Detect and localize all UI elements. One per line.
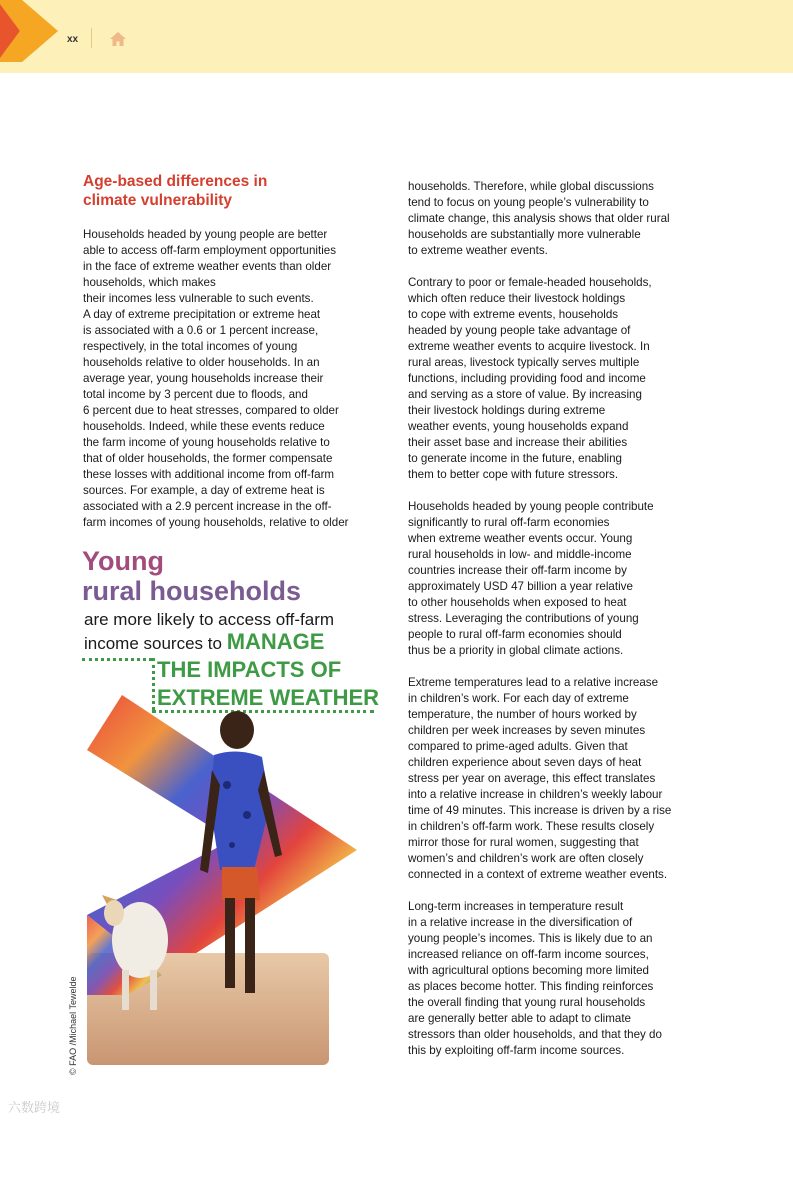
home-icon[interactable] bbox=[110, 32, 126, 46]
text-line: these losses with additional income from off-farm bbox=[83, 468, 335, 481]
text-line: in a relative increase in the diversification of bbox=[408, 916, 633, 929]
callout-line-prefix: income sources to bbox=[84, 634, 222, 653]
text-line: Households headed by young people contribute bbox=[408, 500, 654, 513]
callout-manage: MANAGE bbox=[226, 629, 325, 654]
text-line: when extreme weather events occur. Young bbox=[408, 532, 633, 545]
text-line: A day of extreme precipitation or extreme heat bbox=[83, 308, 321, 321]
text-line: stress per year on average, this effect translates bbox=[408, 772, 656, 785]
paragraph bbox=[408, 675, 718, 883]
text-line: climate change, this analysis shows that older rural bbox=[408, 212, 670, 225]
photo-credit bbox=[68, 976, 78, 1195]
callout-young: Young bbox=[82, 546, 164, 576]
text-line: this by exploiting off-farm income sources. bbox=[408, 1044, 625, 1057]
text-line: young people’s incomes. This is likely due to an bbox=[408, 932, 653, 945]
text-line: headed by young people take advantage of bbox=[408, 324, 631, 337]
left-column-text bbox=[83, 227, 393, 531]
text-line: able to access off-farm employment opportunities bbox=[83, 244, 337, 257]
text-line: them to better cope with future stressors. bbox=[408, 468, 619, 481]
right-column-text bbox=[408, 179, 718, 1075]
text-line: the overall finding that young rural households bbox=[408, 996, 646, 1009]
text-line: women’s and children’s work are often closely bbox=[408, 852, 644, 865]
text-line: their livestock holdings during extreme bbox=[408, 404, 606, 417]
text-line: respectively, in the total incomes of young bbox=[83, 340, 298, 353]
text-line: households. Indeed, while these events reduce bbox=[83, 420, 325, 433]
paragraph bbox=[408, 499, 718, 659]
text-line: increased reliance on off-farm income sources, bbox=[408, 948, 649, 961]
text-line: to extreme weather events. bbox=[408, 244, 548, 257]
text-line: connected in a context of extreme weather events. bbox=[408, 868, 668, 881]
text-line: to generate income in the future, enabling bbox=[408, 452, 622, 465]
text-line: rural households in low- and middle-income bbox=[408, 548, 632, 561]
callout-line bbox=[84, 631, 324, 655]
divider bbox=[91, 28, 92, 48]
photo-credit-text: © FAO /Michael Tewelde bbox=[68, 976, 78, 1075]
text-line: associated with a 2.9 percent increase in the off- bbox=[83, 500, 332, 513]
paragraph bbox=[408, 899, 718, 1059]
child-with-goat-photo bbox=[72, 695, 362, 1070]
text-line: their incomes less vulnerable to such events. bbox=[83, 292, 314, 305]
watermark: 六数跨境 bbox=[8, 1100, 61, 1115]
text-line: significantly to rural off-farm economies bbox=[408, 516, 610, 529]
text-line: households are substantially more vulnerable bbox=[408, 228, 641, 241]
text-line: tend to focus on young people’s vulnerability to bbox=[408, 196, 649, 209]
header-bar bbox=[0, 0, 793, 73]
text-line: into a relative increase in children’s weekly labour bbox=[408, 788, 663, 801]
heading-line: Age-based differences in bbox=[83, 173, 268, 190]
text-line: to other households when exposed to heat bbox=[408, 596, 627, 609]
text-line: households relative to older households. In an bbox=[83, 356, 320, 369]
paragraph bbox=[408, 179, 718, 259]
text-line: mirror those for rural women, suggesting that bbox=[408, 836, 639, 849]
text-line: children experience about seven days of heat bbox=[408, 756, 642, 769]
corner-chevron-icon bbox=[0, 0, 60, 62]
text-line: their asset base and increase their abilities bbox=[408, 436, 628, 449]
text-line: is associated with a 0.6 or 1 percent increase, bbox=[83, 324, 319, 337]
text-line: stress. Leveraging the contributions of young bbox=[408, 612, 639, 625]
text-line: which often reduce their livestock holdings bbox=[408, 292, 626, 305]
text-line: extreme weather events to acquire livestock. In bbox=[408, 340, 650, 353]
text-line: and serving as a store of value. By increasing bbox=[408, 388, 642, 401]
text-line: Households headed by young people are better bbox=[83, 228, 328, 241]
text-line: are generally better able to adapt to climate bbox=[408, 1012, 631, 1025]
callout-rural-households: rural households bbox=[82, 576, 302, 606]
text-line: temperature, the number of hours worked by bbox=[408, 708, 637, 721]
text-line: rural areas, livestock typically serves multiple bbox=[408, 356, 640, 369]
text-line: households, which makes bbox=[83, 276, 216, 289]
text-line: farm incomes of young households, relative to older bbox=[83, 516, 349, 529]
text-line: weather events, young households expand bbox=[408, 420, 629, 433]
dotted-line bbox=[82, 658, 152, 661]
text-line: Long-term increases in temperature result bbox=[408, 900, 624, 913]
heading-line: climate vulnerability bbox=[83, 192, 233, 209]
text-line: households. Therefore, while global discussions bbox=[408, 180, 654, 193]
text-line: average year, young households increase their bbox=[83, 372, 324, 385]
text-line: 6 percent due to heat stresses, compared to older bbox=[83, 404, 339, 417]
text-line: in the face of extreme weather events than older bbox=[83, 260, 332, 273]
callout-extreme-weather: EXTREME WEATHER bbox=[157, 685, 380, 710]
text-line: countries increase their off-farm income by bbox=[408, 564, 627, 577]
text-line: functions, including providing food and income bbox=[408, 372, 646, 385]
callout-impacts: THE IMPACTS OF bbox=[157, 657, 342, 682]
text-line: thus be a priority in global climate actions. bbox=[408, 644, 624, 657]
text-line: in children’s work. For each day of extreme bbox=[408, 692, 629, 705]
text-line: people to rural off-farm economies should bbox=[408, 628, 622, 641]
section-heading bbox=[83, 172, 383, 210]
text-line: children per week increases by seven minutes bbox=[408, 724, 646, 737]
text-line: the farm income of young households relative to bbox=[83, 436, 330, 449]
text-line: sources. For example, a day of extreme heat is bbox=[83, 484, 325, 497]
page-number: xx bbox=[67, 34, 79, 45]
paragraph bbox=[408, 275, 718, 483]
callout-line: are more likely to access off-farm bbox=[84, 610, 335, 629]
text-line: to cope with extreme events, households bbox=[408, 308, 619, 321]
text-line: approximately USD 47 billion a year relative bbox=[408, 580, 633, 593]
text-line: total income by 3 percent due to floods, and bbox=[83, 388, 308, 401]
text-line: in children’s off-farm work. These results closely bbox=[408, 820, 655, 833]
text-line: with agricultural options becoming more limited bbox=[408, 964, 650, 977]
text-line: Extreme temperatures lead to a relative increase bbox=[408, 676, 659, 689]
text-line: as places become hotter. This finding reinforces bbox=[408, 980, 654, 993]
text-line: that of older households, the former compensate bbox=[83, 452, 333, 465]
text-line: stressors than older households, and that they do bbox=[408, 1028, 662, 1041]
text-line: compared to prime-aged adults. Given that bbox=[408, 740, 628, 753]
text-line: time of 49 minutes. This increase is driven by a rise bbox=[408, 804, 672, 817]
text-line: Contrary to poor or female-headed households, bbox=[408, 276, 652, 289]
